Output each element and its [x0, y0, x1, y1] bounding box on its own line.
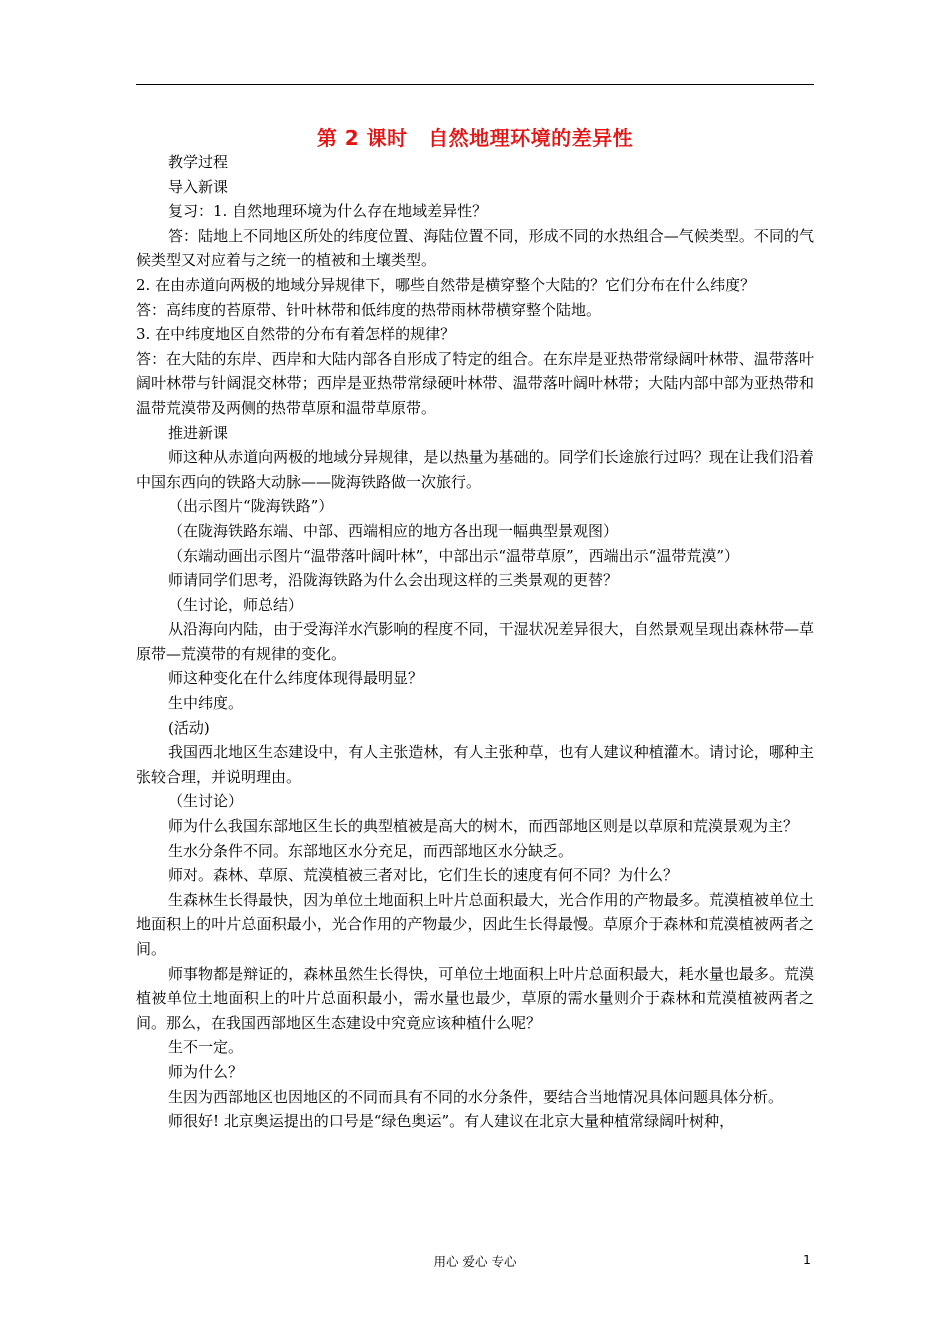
paragraph: （生讨论，师总结） — [168, 595, 304, 614]
paragraph: 生不一定。 — [168, 1038, 244, 1057]
paragraph: 2. 在由赤道向两极的地域分异规律下，哪些自然带是横穿整个大陆的？它们分布在什么纬度？ — [136, 275, 756, 294]
paragraph: 从沿海向内陆，由于受海洋水汽影响的程度不同，干湿状况差异很大，自然景观呈现出森林带—草原带—荒漠带的有规律的变化。 — [136, 620, 814, 663]
paragraph: 教学过程 — [168, 153, 229, 171]
paragraph: 生水分条件不同。东部地区水分充足，而西部地区水分缺乏。 — [168, 841, 574, 860]
page-number: 1 — [803, 1252, 811, 1267]
page-footer: 用心 爱心 专心 — [433, 1254, 517, 1269]
paragraph: （生讨论） — [168, 792, 244, 811]
paragraph: 师很好! 北京奥运提出的口号是“绿色奥运”。有人建议在北京大量种植常绿阔叶树种， — [168, 1112, 735, 1131]
paragraph: 师请同学们思考，沿陇海铁路为什么会出现这样的三类景观的更替？ — [168, 571, 619, 590]
paragraph: 师为什么我国东部地区生长的典型植被是高大的树木，而西部地区则是以草原和荒漠景观为主？ — [168, 817, 799, 836]
paragraph: 导入新课 — [168, 177, 229, 196]
paragraph: （出示图片“陇海铁路”） — [168, 497, 334, 516]
paragraph: 我国西北地区生态建设中，有人主张造林，有人主张种草，也有人建议种植灌木。请讨论，哪种主张较合理，并说明理由。 — [136, 743, 814, 786]
paragraph: 3. 在中纬度地区自然带的分布有着怎样的规律？ — [136, 325, 456, 344]
paragraph: 答：陆地上不同地区所处的纬度位置、海陆位置不同，形成不同的水热组合—气候类型。不同的气候类型又对应着与之统一的植被和土壤类型。 — [136, 226, 814, 270]
paragraph: 推进新课 — [168, 423, 229, 442]
paragraph: 师对。森林、草原、荒漠植被三者对比，它们生长的速度有何不同？为什么？ — [168, 866, 679, 885]
paragraph: 生森林生长得最快，因为单位土地面积上叶片总面积最大，光合作用的产物最多。荒漠植被单位土地面积上的叶片总面积最小，光合作用的产物最少，因此生长得最慢。草原介于森林和荒漠植被两者之间。 — [136, 890, 814, 958]
paragraph: 生因为西部地区也因地区的不同而具有不同的水分条件，要结合当地情况具体问题具体分析。 — [168, 1087, 784, 1106]
paragraph: （在陇海铁路东端、中部、西端相应的地方各出现一幅典型景观图） — [168, 521, 619, 540]
paragraph: 答：高纬度的苔原带、针叶林带和低纬度的热带雨林带横穿整个陆地。 — [136, 300, 602, 319]
paragraph: （东端动画出示图片“温带落叶阔叶林”，中部出示“温带草原”，西端出示“温带荒漠”） — [168, 546, 740, 565]
paragraph: 师为什么？ — [168, 1062, 244, 1081]
header-rule — [136, 84, 814, 85]
paragraph: 复习：1. 自然地理环境为什么存在地域差异性？ — [168, 202, 488, 221]
paragraph: 师这种从赤道向两极的地域分异规律，是以热量为基础的。同学们长途旅行过吗？现在让我们沿着中国东西向的铁路大动脉——陇海铁路做一次旅行。 — [136, 448, 814, 491]
lesson-title: 第 2 课时 自然地理环境的差异性 — [316, 126, 634, 150]
paragraph: 生中纬度。 — [168, 694, 244, 713]
paragraph: 师事物都是辩证的，森林虽然生长得快，可单位土地面积上叶片总面积最大，耗水量也最多。荒漠植被单位土地面积上的叶片总面积最小，需水量也最少，草原的需水量则介于森林和荒漠植被两者之间。那么，在我国西部地区生态建设中究竟应该种植什么呢？ — [136, 964, 814, 1032]
document-body — [136, 150, 814, 1134]
paragraph: 答：在大陆的东岸、西岸和大陆内部各自形成了特定的组合。在东岸是亚热带常绿阔叶林带、温带落叶阔叶林带与针阔混交林带；西岸是亚热带常绿硬叶林带、温带落叶阔叶林带；大陆内部中部为亚热带和温带荒漠带及两侧的热带草原和温带草原带。 — [136, 349, 814, 417]
paragraph: 师这种变化在什么纬度体现得最明显？ — [168, 669, 424, 688]
paragraph: (活动) — [168, 718, 210, 737]
